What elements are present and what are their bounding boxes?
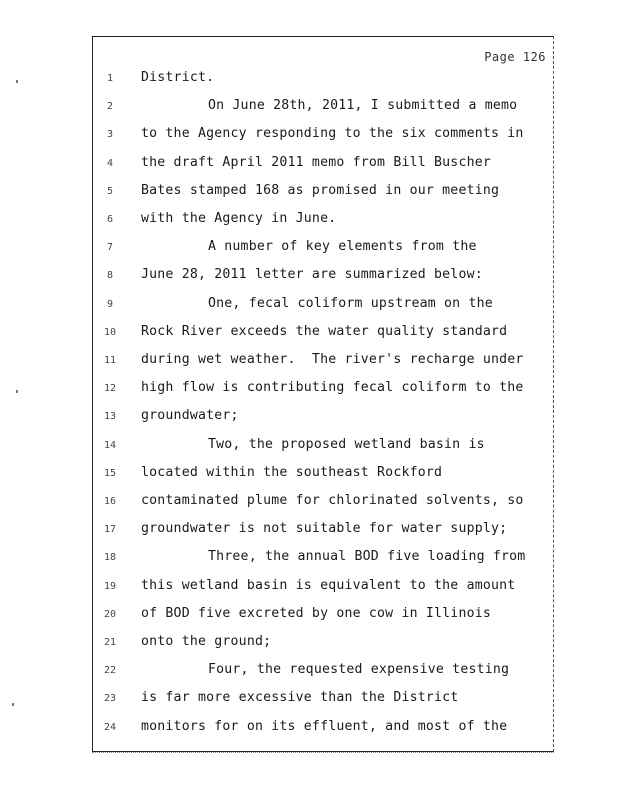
line-number: 7: [106, 242, 114, 254]
line-text: contaminated plume for chlorinated solvents, so: [141, 493, 524, 508]
transcript-line: [0, 606, 618, 626]
transcript-line: [0, 690, 618, 710]
line-text: this wetland basin is equivalent to the amount: [141, 577, 516, 593]
transcript-line: [0, 267, 618, 287]
line-text: of BOD five excreted by one cow in Illinois: [141, 605, 492, 621]
transcript-line: [0, 183, 618, 203]
transcript-line: [0, 493, 618, 513]
transcript-line: [0, 296, 618, 316]
line-text: located within the southeast Rockford: [141, 464, 443, 480]
transcript-line: [0, 155, 618, 175]
transcript-line: [0, 352, 618, 372]
line-number: 23: [103, 693, 117, 705]
scan-speck: [16, 390, 18, 393]
line-number: 21: [103, 637, 117, 648]
line-text: to the Agency responding to the six comments in: [141, 126, 524, 142]
transcript-line: [0, 324, 618, 344]
line-number: 16: [103, 496, 117, 507]
transcript-line: [0, 70, 618, 90]
line-text: A number of key elements from the: [208, 239, 477, 255]
line-text: June 28, 2011 letter are summarized below:: [141, 267, 483, 283]
line-number: 18: [103, 552, 117, 564]
transcript-line: [0, 578, 618, 598]
line-number: 14: [103, 439, 117, 451]
transcript-line: [0, 239, 618, 259]
transcript-line: [0, 408, 618, 428]
transcript-line: [0, 662, 618, 682]
transcript-line: [0, 98, 618, 118]
page-number: Page 126: [484, 50, 546, 64]
line-number: 8: [106, 270, 114, 282]
line-number: 20: [103, 608, 117, 620]
line-text: groundwater;: [141, 408, 239, 424]
scan-speck: [16, 80, 18, 83]
line-text: with the Agency in June.: [141, 211, 337, 226]
line-number: 1: [106, 73, 114, 84]
line-number: 24: [103, 721, 117, 733]
line-text: Four, the requested expensive testing: [208, 662, 510, 678]
transcript-line: [0, 380, 618, 400]
line-number: 3: [106, 129, 114, 141]
line-number: 22: [103, 665, 117, 677]
line-number: 5: [106, 185, 114, 197]
line-number: 12: [103, 383, 117, 395]
scan-speck: [12, 703, 14, 706]
line-text: high flow is contributing fecal coliform to the: [141, 380, 524, 396]
transcript-line: [0, 211, 618, 231]
line-text: during wet weather. The river's recharge under: [141, 352, 524, 367]
line-number: 17: [103, 524, 117, 536]
line-number: 4: [106, 157, 114, 169]
line-text: groundwater is not suitable for water supply;: [141, 521, 508, 537]
line-text: the draft April 2011 memo from Bill Buscher: [141, 154, 492, 170]
line-text: Bates stamped 168 as promised in our meeting: [141, 182, 500, 198]
scan-bottom-edge: [92, 752, 554, 754]
transcript-line: [0, 719, 618, 739]
line-number: 15: [103, 467, 117, 479]
line-number: 11: [103, 355, 117, 366]
transcript-line: [0, 549, 618, 569]
line-text: One, fecal coliform upstream on the: [208, 295, 493, 311]
line-number: 10: [103, 326, 117, 338]
line-text: monitors for on its effluent, and most of the: [141, 718, 508, 734]
transcript-line: [0, 634, 618, 654]
line-number: 9: [106, 298, 114, 310]
line-text: Rock River exceeds the water quality standard: [141, 323, 508, 339]
line-text: is far more excessive than the District: [141, 690, 459, 706]
line-number: 19: [103, 580, 117, 592]
line-number: 13: [103, 411, 117, 423]
line-text: Two, the proposed wetland basin is: [208, 436, 485, 452]
line-text: District.: [141, 70, 215, 85]
line-text: On June 28th, 2011, I submitted a memo: [208, 98, 518, 114]
line-text: onto the ground;: [141, 634, 272, 649]
transcript-line: [0, 437, 618, 457]
line-text: Three, the annual BOD five loading from: [208, 549, 526, 565]
transcript-line: [0, 521, 618, 541]
transcript-line: [0, 126, 618, 146]
line-number: 2: [106, 101, 114, 113]
transcript-line: [0, 465, 618, 485]
line-number: 6: [106, 214, 114, 225]
